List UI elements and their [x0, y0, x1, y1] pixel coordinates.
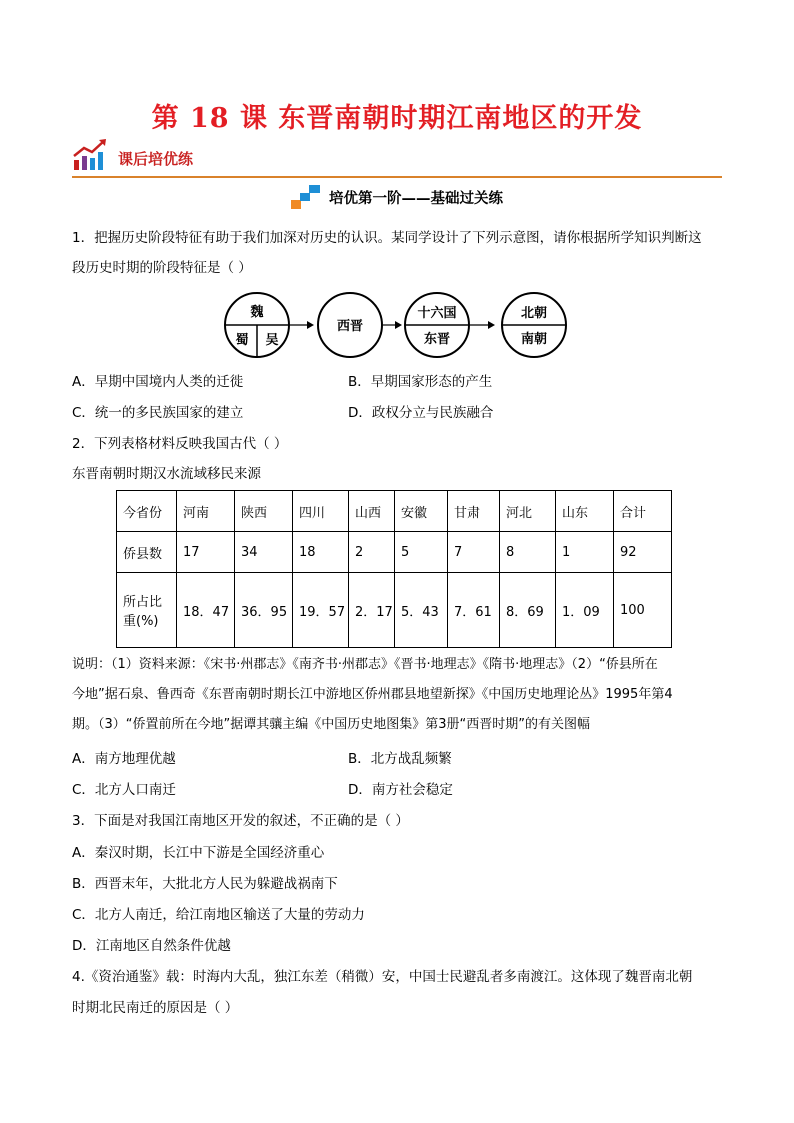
q1-option-b: B．早期国家形态的产生 [348, 374, 493, 390]
table-cell: 山东 [556, 491, 614, 532]
row-label-a: 所占比 [123, 595, 163, 610]
q3-option-a: A．秦汉时期，长江中下游是全国经济重心 [72, 845, 325, 861]
label-dongjin: 东晋 [423, 332, 451, 347]
q4-stem-line2: 时期北民南迁的原因是（ ） [72, 1000, 239, 1016]
table-cell: 17 [177, 532, 235, 573]
table-cell: 合计 [614, 491, 672, 532]
table-cell: 5．43 [395, 573, 448, 648]
table-cell: 34 [235, 532, 293, 573]
q2-note-line1: 说明：（1）资料来源：《宋书·州郡志》《南齐书·州郡志》《晋书·地理志》《隋书·地理志》（2）“侨县所在 [72, 657, 658, 672]
table-cell: 8 [500, 532, 556, 573]
label-wei: 魏 [250, 305, 264, 320]
table-cell: 2 [349, 532, 395, 573]
table-cell: 92 [614, 532, 672, 573]
q2-option-b: B．北方战乱频繁 [348, 751, 452, 767]
table-cell: 5 [395, 532, 448, 573]
subsection-label: 培优第一阶——基础过关练 [329, 190, 503, 207]
circle-north-south [502, 293, 566, 357]
circle-sixteen-kingdoms [405, 293, 469, 357]
table-cell: 2．17 [349, 573, 395, 648]
q1-stem-line1: 1．把握历史阶段特征有助于我们加深对历史的认识。某同学设计了下列示意图，请你根据所学知识判断这 [72, 230, 702, 246]
label-shiliuguo: 十六国 [417, 306, 457, 321]
label-shu: 蜀 [235, 333, 249, 348]
q1-option-c: C．统一的多民族国家的建立 [72, 405, 244, 421]
table-row [117, 532, 672, 573]
q1-option-a: A．早期中国境内人类的迁徙 [72, 374, 244, 390]
q2-option-d: D．南方社会稳定 [348, 782, 453, 798]
q2-option-c: C．北方人口南迁 [72, 782, 176, 798]
table-cell: 侨县数 [117, 532, 177, 573]
migrant-table [116, 490, 672, 648]
table-cell [117, 573, 177, 648]
q1-stem-line2: 段历史时期的阶段特征是（ ） [72, 260, 252, 276]
table-cell: 19．57 [293, 573, 349, 648]
row-label-b: 重(%) [123, 614, 159, 629]
q3-option-c: C．北方人南迁，给江南地区输送了大量的劳动力 [72, 907, 365, 923]
stairs-icon [291, 184, 321, 210]
section-header [72, 134, 722, 178]
q3-option-b: B．西晋末年，大批北方人民为躲避战祸南下 [72, 876, 338, 892]
table-cell: 山西 [349, 491, 395, 532]
table-cell: 8．69 [500, 573, 556, 648]
table-cell: 18 [293, 532, 349, 573]
q4-stem-line1: 4.《资治通鉴》载：时海内大乱，独江东差（稍微）安，中国士民避乱者多南渡江。这体现了魏晋南北朝 [72, 969, 693, 985]
table-cell: 1 [556, 532, 614, 573]
table-cell: 7．61 [448, 573, 500, 648]
label-nanchao: 南朝 [520, 332, 548, 347]
q3-option-d: D．江南地区自然条件优越 [72, 938, 231, 954]
label-wu: 吴 [265, 333, 279, 348]
table-header-row [117, 491, 672, 532]
q2-note-line2: 今地”据石泉、鲁西奇《东晋南朝时期长江中游地区侨州郡县地望新探》《中国历史地理论丛》1995年第4 [72, 687, 673, 702]
circle-three-kingdoms [225, 293, 289, 357]
subsection-header [0, 184, 794, 210]
table-cell: 河北 [500, 491, 556, 532]
dynasty-diagram [222, 290, 577, 360]
table-cell: 安徽 [395, 491, 448, 532]
label-xijin: 西晋 [336, 319, 364, 334]
table-cell: 7 [448, 532, 500, 573]
q2-table-caption: 东晋南朝时期汉水流域移民来源 [72, 466, 261, 482]
table-row [117, 573, 672, 648]
q1-option-d: D．政权分立与民族融合 [348, 405, 494, 421]
table-cell: 18．47 [177, 573, 235, 648]
table-cell: 36．95 [235, 573, 293, 648]
table-cell: 1．09 [556, 573, 614, 648]
page-title: 第 18 课 东晋南朝时期江南地区的开发 [151, 103, 643, 134]
table-cell: 河南 [177, 491, 235, 532]
table-cell: 100 [614, 573, 672, 648]
label-beichao: 北朝 [520, 306, 548, 321]
q2-note-line3: 期。（3）“侨置前所在今地”据谭其骧主编《中国历史地图集》第3册“西晋时期”的有关图幅 [72, 717, 590, 732]
table-cell: 四川 [293, 491, 349, 532]
growth-chart-icon [72, 138, 108, 172]
q2-stem: 2．下列表格材料反映我国古代（ ） [72, 436, 288, 452]
table-cell: 甘肃 [448, 491, 500, 532]
table-cell: 今省份 [117, 491, 177, 532]
q3-stem: 3．下面是对我国江南地区开发的叙述，不正确的是（ ） [72, 813, 409, 829]
section-label: 课后培优练 [118, 150, 194, 168]
circle-western-jin [318, 293, 382, 357]
table-cell: 陕西 [235, 491, 293, 532]
q2-option-a: A．南方地理优越 [72, 751, 176, 767]
